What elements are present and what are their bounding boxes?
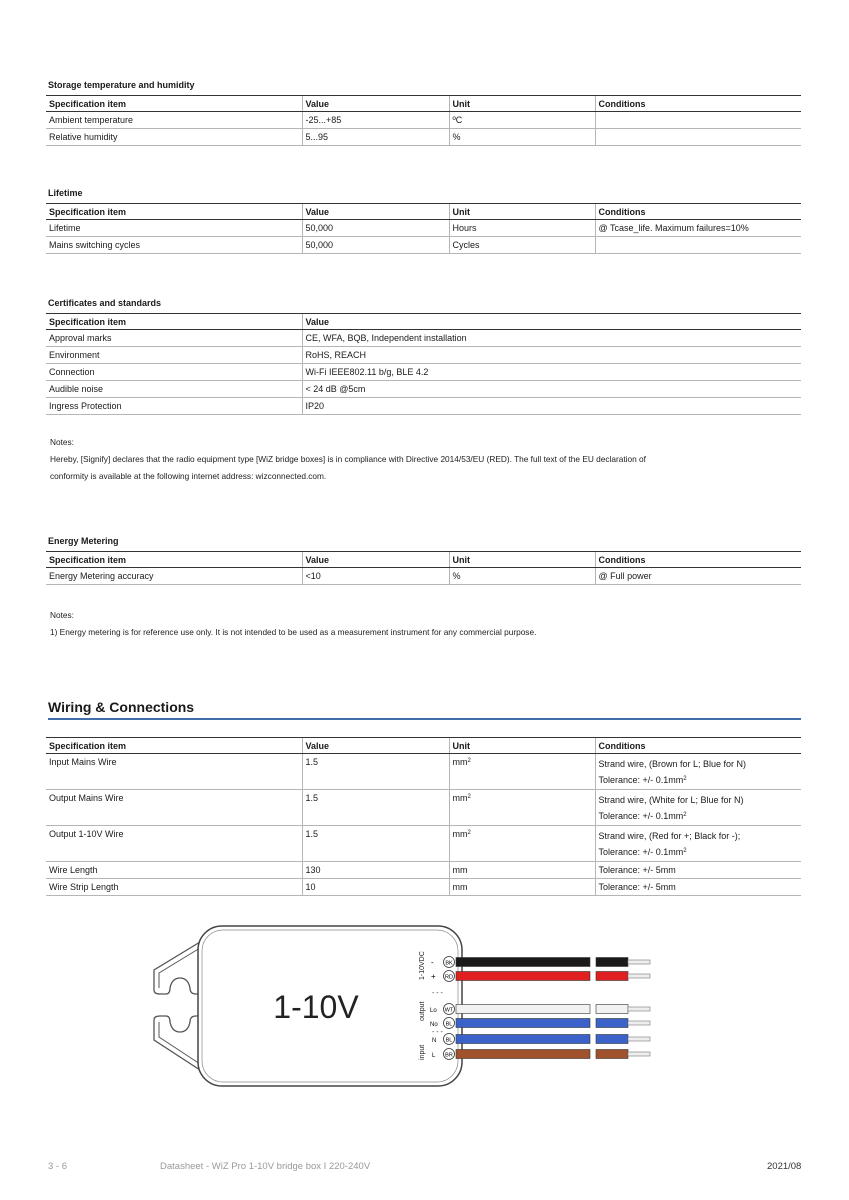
condition-text: Strand wire, (Red for +; Black for -); xyxy=(598,830,741,841)
wire-blue-input xyxy=(456,1035,650,1044)
table-cell: Audible noise xyxy=(46,381,302,398)
table-cell: ºC xyxy=(449,112,595,129)
wires xyxy=(456,958,650,1059)
col-header: Value xyxy=(302,314,801,330)
table-cell: 1.5 xyxy=(302,754,449,790)
terminal-sign: - xyxy=(431,958,434,967)
notes-text: Hereby, [Signify] declares that the radio equipment type [WiZ bridge boxes] is in compliance with Directive 2014/53/EU (RED). The full text of the EU declaration of xyxy=(50,454,646,464)
table-cell: Energy Metering accuracy xyxy=(46,568,302,585)
col-header: Unit xyxy=(449,552,595,568)
terminal-code: BL xyxy=(445,1037,453,1044)
table-header-row xyxy=(46,96,801,112)
terminal-code: BL xyxy=(445,1021,453,1028)
col-header: Unit xyxy=(449,96,595,112)
table-header-row xyxy=(46,552,801,568)
separator-dashes: - - - xyxy=(432,1029,443,1036)
terminal-sign: N xyxy=(432,1038,437,1044)
table-cell: CE, WFA, BQB, Independent installation xyxy=(302,330,801,347)
table-cell xyxy=(449,790,595,826)
notes-text: 1) Energy metering is for reference use only. It is not intended to be used as a measurement instrument for any commercial purpose. xyxy=(50,627,537,637)
unit-sup: 2 xyxy=(683,775,687,782)
tolerance-text xyxy=(599,808,799,824)
condition-text: Strand wire, (White for L; Blue for N) xyxy=(598,794,744,805)
unit-sup: 2 xyxy=(683,811,687,818)
table-cell xyxy=(595,129,801,146)
unit-text: mm xyxy=(452,757,468,767)
terminal-sign: Lo xyxy=(430,1008,437,1014)
table-cell: Connection xyxy=(46,364,302,381)
table-row xyxy=(46,568,801,585)
terminal-code: WT xyxy=(444,1007,454,1014)
table-cell: Ingress Protection xyxy=(46,398,302,415)
col-header: Unit xyxy=(449,738,595,754)
table-cell xyxy=(595,754,801,790)
table-row xyxy=(46,364,801,381)
tolerance-prefix: Tolerance: +/- 0.1mm xyxy=(598,810,684,821)
condition-text: Strand wire, (Brown for L; Blue for N) xyxy=(598,758,747,769)
table-cell: Wi-Fi IEEE802.11 b/g, BLE 4.2 xyxy=(302,364,801,381)
tolerance-text xyxy=(599,844,799,860)
table-cell: Hours xyxy=(449,220,595,237)
col-header: Specification item xyxy=(46,96,302,112)
unit-text: mm xyxy=(452,829,468,839)
table-cell: Wire Length xyxy=(46,862,302,879)
unit-sup: 2 xyxy=(467,794,471,800)
group-label-dim: 1-10VDC xyxy=(419,951,426,980)
wire-brown xyxy=(456,1050,650,1059)
col-header: Conditions xyxy=(595,552,801,568)
table-cell: 1.5 xyxy=(302,790,449,826)
table-cell: -25...+85 xyxy=(302,112,449,129)
col-header: Conditions xyxy=(595,96,801,112)
col-header: Unit xyxy=(449,204,595,220)
table-row xyxy=(46,879,801,896)
wire-blue-output xyxy=(456,1019,650,1028)
terminal-code: BK xyxy=(445,960,453,967)
terminal-sign: No xyxy=(430,1022,438,1028)
table-cell: 1.5 xyxy=(302,826,449,862)
table-cell: Output Mains Wire xyxy=(46,790,302,826)
table-cell: Lifetime xyxy=(46,220,302,237)
lifetime-table xyxy=(46,203,801,254)
col-header: Conditions xyxy=(595,738,801,754)
col-header: Value xyxy=(302,204,449,220)
table-cell: RoHS, REACH xyxy=(302,347,801,364)
table-cell: Relative humidity xyxy=(46,129,302,146)
table-cell: Input Mains Wire xyxy=(46,754,302,790)
energy-table xyxy=(46,551,801,585)
tolerance-prefix: Tolerance: +/- 0.1mm xyxy=(598,846,684,857)
group-label-output: output xyxy=(419,1001,426,1021)
red-compliance-notes xyxy=(50,434,810,485)
table-row xyxy=(46,220,801,237)
table-cell xyxy=(595,826,801,862)
col-header: Specification item xyxy=(46,738,302,754)
table-cell xyxy=(449,826,595,862)
certificates-title: Certificates and standards xyxy=(48,298,162,308)
table-cell: < 24 dB @5cm xyxy=(302,381,801,398)
table-cell xyxy=(449,754,595,790)
table-row xyxy=(46,790,801,826)
table-cell: Approval marks xyxy=(46,330,302,347)
table-cell: Environment xyxy=(46,347,302,364)
terminal-code: RD xyxy=(445,974,453,981)
table-header-row xyxy=(46,738,801,754)
table-row xyxy=(46,398,801,415)
table-cell: Tolerance: +/- 5mm xyxy=(595,879,801,896)
mounting-tab-bottom xyxy=(154,1016,200,1070)
mounting-tab-bottom-inner xyxy=(159,1022,200,1064)
table-cell: <10 xyxy=(302,568,449,585)
table-cell: mm xyxy=(449,862,595,879)
terminal-code: BR xyxy=(445,1052,453,1059)
table-cell: 10 xyxy=(302,879,449,896)
storage-table xyxy=(46,95,801,146)
table-cell: % xyxy=(449,129,595,146)
unit-text: mm xyxy=(452,793,468,803)
col-header: Value xyxy=(302,738,449,754)
table-cell: IP20 xyxy=(302,398,801,415)
table-row xyxy=(46,112,801,129)
table-cell xyxy=(595,237,801,254)
table-row xyxy=(46,381,801,398)
table-cell: Output 1-10V Wire xyxy=(46,826,302,862)
table-cell: Wire Strip Length xyxy=(46,879,302,896)
group-label-input: input xyxy=(419,1044,426,1060)
notes-label: Notes: xyxy=(50,437,74,447)
doc-title: Datasheet - WiZ Pro 1-10V bridge box I 220-240V xyxy=(160,1161,371,1172)
table-cell: % xyxy=(449,568,595,585)
lifetime-title: Lifetime xyxy=(48,188,83,198)
col-header: Specification item xyxy=(46,314,302,330)
table-row xyxy=(46,862,801,879)
table-row xyxy=(46,129,801,146)
wire-red xyxy=(456,972,650,981)
col-header: Specification item xyxy=(46,552,302,568)
page-number: 3 - 6 xyxy=(48,1161,68,1172)
table-cell xyxy=(595,112,801,129)
wiring-table xyxy=(46,737,801,896)
wire-white xyxy=(456,1005,650,1014)
col-header: Specification item xyxy=(46,204,302,220)
table-cell: Ambient temperature xyxy=(46,112,302,129)
notes-label: Notes: xyxy=(50,610,74,620)
tolerance-text xyxy=(599,772,799,788)
unit-sup: 2 xyxy=(467,830,471,836)
table-header-row xyxy=(46,204,801,220)
table-cell: @ Tcase_life. Maximum failures=10% xyxy=(595,220,801,237)
doc-date: 2021/08 xyxy=(767,1161,802,1172)
mounting-tab-top xyxy=(154,942,200,994)
certificates-table xyxy=(46,313,801,415)
table-cell: 5...95 xyxy=(302,129,449,146)
energy-title: Energy Metering xyxy=(48,536,119,546)
table-cell: 50,000 xyxy=(302,220,449,237)
notes-text: conformity is available at the following internet address: wizconnected.com. xyxy=(50,471,327,481)
table-cell: Cycles xyxy=(449,237,595,254)
terminal-sign: L xyxy=(432,1053,436,1059)
storage-title: Storage temperature and humidity xyxy=(48,80,195,90)
table-cell: Tolerance: +/- 5mm xyxy=(595,862,801,879)
table-cell: Mains switching cycles xyxy=(46,237,302,254)
unit-sup: 2 xyxy=(467,758,471,764)
separator-dashes: - - - xyxy=(432,990,443,997)
device-label: 1-10V xyxy=(273,989,359,1025)
col-header: Value xyxy=(302,552,449,568)
table-cell: @ Full power xyxy=(595,568,801,585)
table-cell xyxy=(595,790,801,826)
table-cell: 130 xyxy=(302,862,449,879)
heading-rule xyxy=(48,718,801,720)
tolerance-prefix: Tolerance: +/- 0.1mm xyxy=(598,774,684,785)
table-row xyxy=(46,330,801,347)
table-row xyxy=(46,754,801,790)
col-header: Value xyxy=(302,96,449,112)
energy-notes xyxy=(50,607,810,641)
table-row xyxy=(46,347,801,364)
terminal-sign: + xyxy=(431,972,436,981)
unit-sup: 2 xyxy=(683,847,687,854)
table-row xyxy=(46,826,801,862)
wiring-heading: Wiring & Connections xyxy=(48,699,195,715)
col-header: Conditions xyxy=(595,204,801,220)
table-row xyxy=(46,237,801,254)
table-cell: 50,000 xyxy=(302,237,449,254)
table-header-row xyxy=(46,314,801,330)
wire-black xyxy=(456,958,650,967)
wiring-diagram xyxy=(140,920,660,1090)
table-cell: mm xyxy=(449,879,595,896)
